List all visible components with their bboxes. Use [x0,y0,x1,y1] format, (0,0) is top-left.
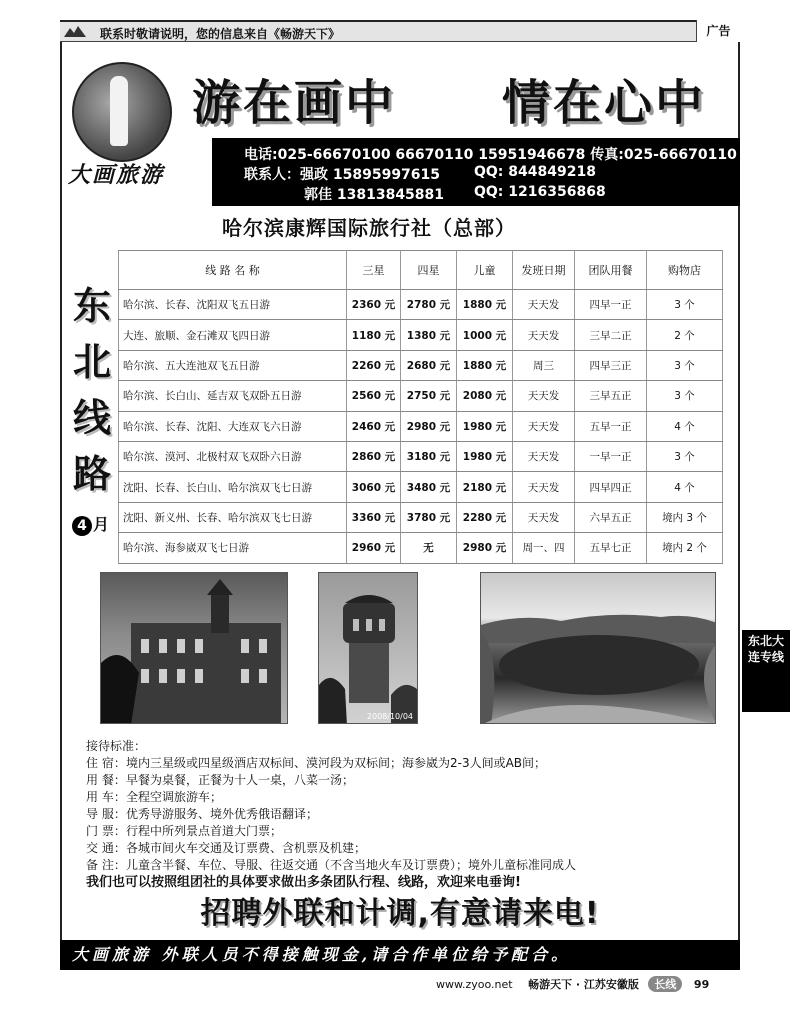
departure: 天天发 [513,290,575,320]
side-tab-line: 东北大 [747,634,784,648]
meals: 五早七正 [575,533,647,563]
col-header-departure: 发班日期 [513,251,575,290]
shops: 境内 2 个 [647,533,723,563]
price-three-star: 2460 元 [347,411,401,441]
price-child: 1980 元 [457,441,513,471]
price-four-star: 2780 元 [401,290,457,320]
route-name: 哈尔滨、五大连池双飞五日游 [119,350,347,380]
recruit-banner: 招聘外联和计调,有意请来电! [200,896,600,931]
route-name: 哈尔滨、长白山、延吉双飞双卧五日游 [119,381,347,411]
standard-text: 全程空调旅游车； [126,790,223,804]
standard-label: 用 餐： [86,773,126,787]
standard-label: 住 宿： [86,756,126,770]
standard-item [86,789,726,806]
footer-badge: 长线 [648,976,682,992]
price-four-star: 1380 元 [401,320,457,350]
departure: 天天发 [513,441,575,471]
slogan-left: 游在画中 [192,75,397,131]
col-header-route: 线 路 名 称 [119,251,347,290]
price-child: 2280 元 [457,502,513,532]
col-header-child: 儿童 [457,251,513,290]
price-four-star: 3180 元 [401,441,457,471]
standard-text: 早餐为桌餐，正餐为十人一桌，八菜一汤； [126,773,355,787]
route-name: 大连、旅顺、金石滩双飞四日游 [119,320,347,350]
departure: 天天发 [513,411,575,441]
standard-text: 各城市间火车交通及订票费、含机票及机建； [126,841,367,855]
side-tab [742,630,790,712]
section-title-char: 东 [72,283,111,328]
price-four-star: 2980 元 [401,411,457,441]
meals: 四早四正 [575,472,647,502]
source-notice: 联系时敬请说明，您的信息来自《畅游天下》 [100,27,341,41]
route-name: 哈尔滨、长春、沈阳双飞五日游 [119,290,347,320]
standards-closing: 我们也可以按照组团社的具体要求做出多条团队行程、线路，欢迎来电垂询! [86,875,521,890]
col-header-four-star: 四星 [401,251,457,290]
meals: 六早五正 [575,502,647,532]
price-child: 2080 元 [457,381,513,411]
standard-item [86,857,726,874]
qq-1: QQ: 844849218 [474,164,596,180]
route-name: 哈尔滨、长春、沈阳、大连双飞六日游 [119,411,347,441]
top-bar [60,20,740,42]
photo-water-tower [318,572,418,724]
route-name: 哈尔滨、海参崴双飞七日游 [119,533,347,563]
price-three-star: 1180 元 [347,320,401,350]
section-title-char: 路 [72,451,111,496]
price-child: 1880 元 [457,350,513,380]
shops: 3 个 [647,290,723,320]
table-header-row [119,251,723,290]
shops: 3 个 [647,381,723,411]
standard-item [86,806,726,823]
price-four-star: 2750 元 [401,381,457,411]
building-illustration [101,573,288,724]
shops: 2 个 [647,320,723,350]
page-number: 99 [693,978,710,991]
footer-edition: 畅游天下 · 江苏安徽版 [528,978,639,991]
month-number: 4 [72,516,92,536]
col-header-shops: 购物店 [647,251,723,290]
lake-illustration [481,573,716,724]
shops: 3 个 [647,350,723,380]
shops: 4 个 [647,411,723,441]
table-row [119,320,723,350]
table-row [119,290,723,320]
shops: 境内 3 个 [647,502,723,532]
standard-label: 门 票： [86,824,126,838]
price-three-star: 2860 元 [347,441,401,471]
qq-2: QQ: 1216356868 [474,184,606,200]
departure: 天天发 [513,502,575,532]
standard-item [86,755,726,772]
price-three-star: 2360 元 [347,290,401,320]
table-row [119,502,723,532]
contact-box [212,138,740,206]
price-four-star: 3480 元 [401,472,457,502]
departure: 天天发 [513,472,575,502]
departure: 天天发 [513,381,575,411]
departure: 周一、四 [513,533,575,563]
departure: 周三 [513,350,575,380]
service-standards [86,738,726,891]
route-name: 沈阳、长春、长白山、哈尔滨双飞七日游 [119,472,347,502]
table-row [119,381,723,411]
section-title-char: 北 [72,339,111,384]
standard-text: 优秀导游服务、境外优秀俄语翻译； [126,807,319,821]
standard-text: 儿童含半餐、车位、导服、往返交通（不含当地火车及订票费）；境外儿童标准同成人 [126,858,577,872]
table-row [119,441,723,471]
price-four-star: 3780 元 [401,502,457,532]
month-label [72,512,109,536]
meals: 四早三正 [575,350,647,380]
standard-item [86,840,726,857]
contact-person-2: 郭佳 13813845881 [304,187,445,203]
price-four-star: 2680 元 [401,350,457,380]
standards-title: 接待标准： [86,739,147,753]
standard-label: 备 注： [86,858,126,872]
meals: 五早一正 [575,411,647,441]
section-title-char: 线 [72,395,111,440]
logo-figure-icon [110,76,128,146]
price-child: 2180 元 [457,472,513,502]
contact-person-1: 联系人：强政 15895997615 [244,167,441,183]
table-row [119,350,723,380]
standard-item [86,772,726,789]
price-child: 1880 元 [457,290,513,320]
route-table [118,250,723,564]
photo-date-stamp: 2008/10/04 [366,712,413,721]
publication-logo-icon [62,23,88,40]
price-three-star: 3360 元 [347,502,401,532]
table-row [119,533,723,563]
table-row [119,472,723,502]
photo-building [100,572,288,724]
standard-item [86,823,726,840]
brand-logo [62,62,192,190]
standard-text: 行程中所列景点首道大门票； [126,824,283,838]
price-child: 2980 元 [457,533,513,563]
col-header-meals: 团队用餐 [575,251,647,290]
standard-label: 交 通： [86,841,126,855]
price-three-star: 2260 元 [347,350,401,380]
col-header-three-star: 三星 [347,251,401,290]
tower-illustration [319,573,418,724]
shops: 4 个 [647,472,723,502]
departure: 天天发 [513,320,575,350]
photo-lake [480,572,716,724]
price-three-star: 2560 元 [347,381,401,411]
meals: 一早一正 [575,441,647,471]
price-three-star: 2960 元 [347,533,401,563]
route-name: 沈阳、新义州、长春、哈尔滨双飞七日游 [119,502,347,532]
meals: 三早二正 [575,320,647,350]
side-tab-line: 连专线 [747,650,784,664]
footer-url[interactable]: www.zyoo.net [436,978,513,991]
phone-line: 电话:025-66670100 66670110 15951946678 传真:025-66670110 [244,147,737,163]
standard-label: 用 车： [86,790,126,804]
price-four-star: 无 [401,533,457,563]
table-row [119,411,723,441]
standard-text: 境内三星级或四星级酒店双标间、漠河段为双标间；海参崴为2-3人间或AB间； [126,756,547,770]
slogan-right: 情在心中 [502,75,707,131]
route-name: 哈尔滨、漠河、北极村双飞双卧六日游 [119,441,347,471]
month-suffix: 月 [93,515,110,534]
price-child: 1000 元 [457,320,513,350]
footer-banner: 大画旅游 外联人员不得接触现金,请合作单位给予配合。 [60,940,740,970]
shops: 3 个 [647,441,723,471]
company-name: 哈尔滨康辉国际旅行社（总部） [222,216,516,240]
price-three-star: 3060 元 [347,472,401,502]
ad-label: 广告 [696,20,740,42]
standard-label: 导 服： [86,807,126,821]
meals: 四早一正 [575,290,647,320]
meals: 三早五正 [575,381,647,411]
page-footer [436,976,709,992]
section-title [68,278,116,502]
price-child: 1980 元 [457,411,513,441]
logo-text: 大画旅游 [68,162,165,188]
